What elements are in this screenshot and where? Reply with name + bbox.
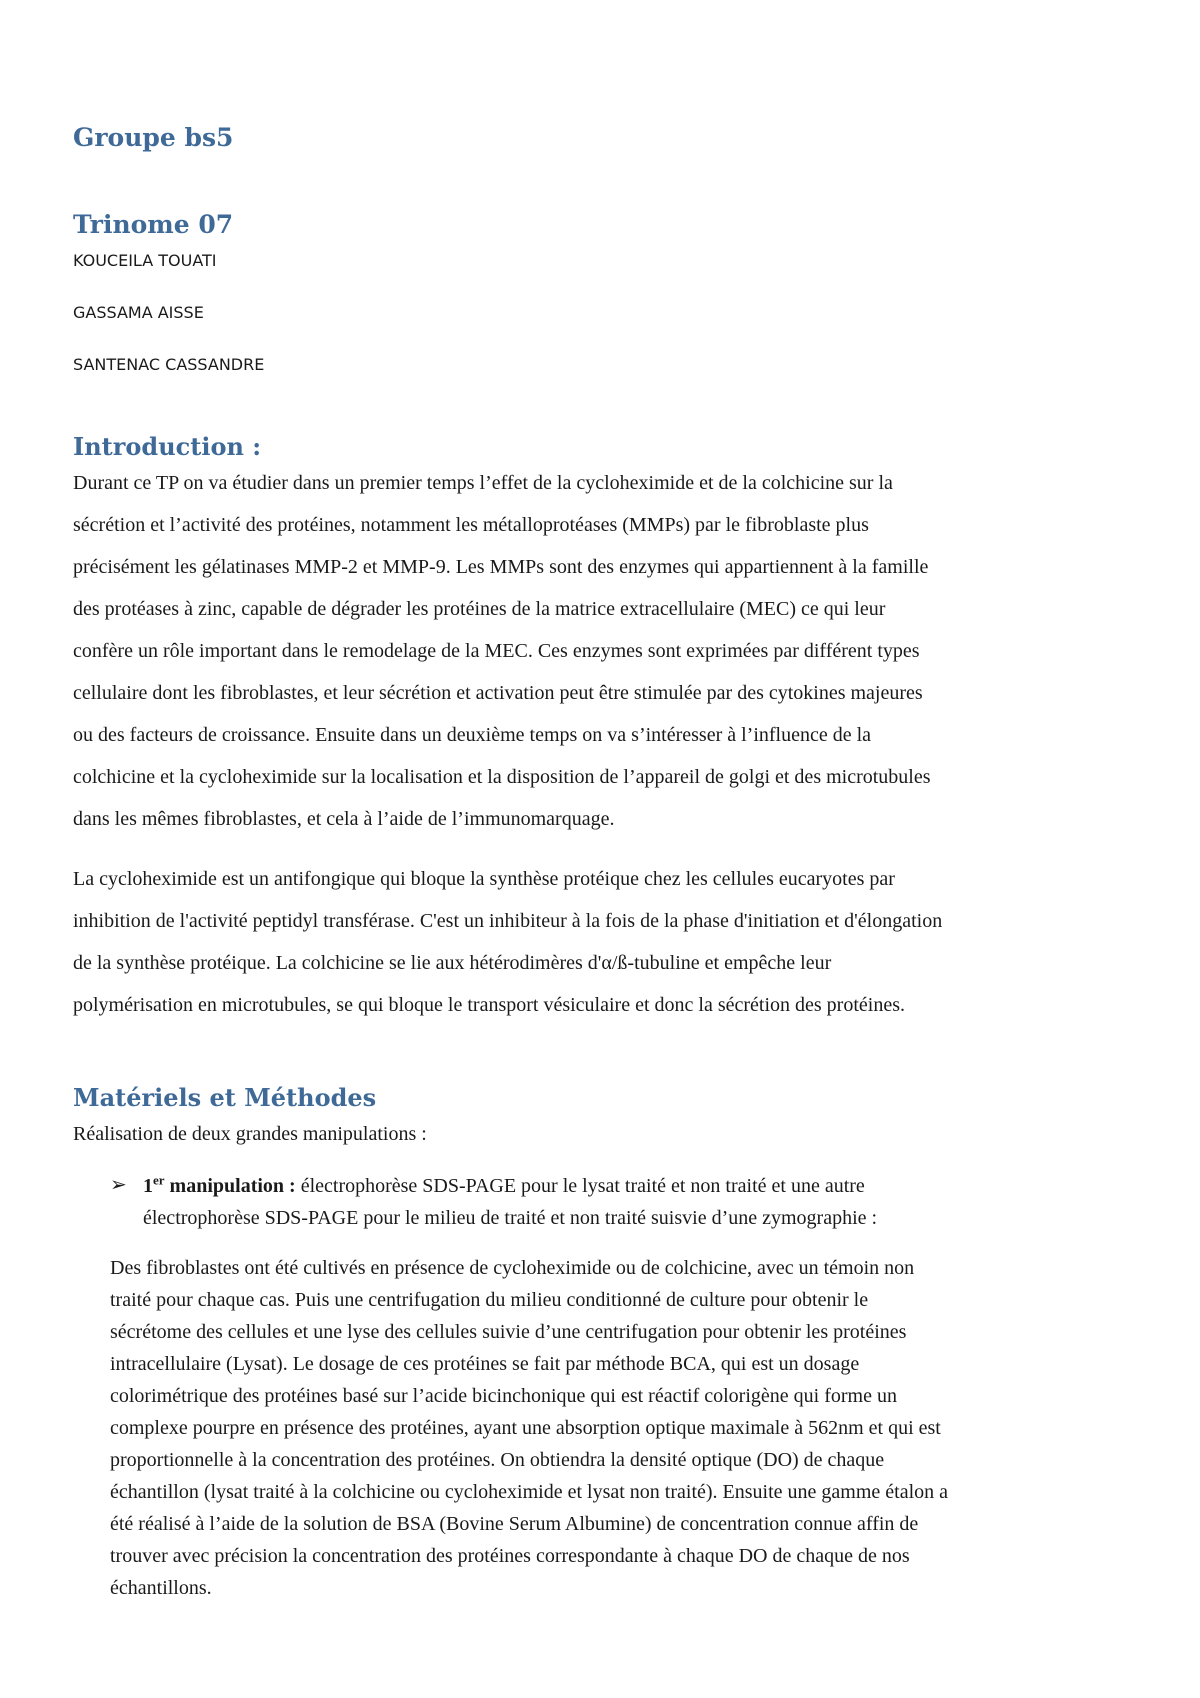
text-line: échantillon (lysat traité à la colchicine ou cycloheximide et lysat non traité). Ensuite une gamme étalon a [110, 1481, 949, 1503]
text-line: de la synthèse protéique. La colchicine se lie aux hétérodimères d'α/ß-tubuline et empêche leur [73, 952, 832, 974]
trinome-heading: Trinome 07 [73, 210, 234, 239]
text-line: colorimétrique des protéines basé sur l’acide bicinchonique qui est réactif colorigène qui forme un [110, 1385, 897, 1407]
text-line: polymérisation en microtubules, se qui bloque le transport vésiculaire et donc la sécrétion des protéines. [73, 994, 905, 1016]
text-line: dans les mêmes fibroblastes, et cela à l’aide de l’immunomarquage. [73, 808, 615, 830]
member-name: KOUCEILA TOUATI [73, 251, 217, 270]
group-heading: Groupe bs5 [73, 123, 234, 152]
text-line: colchicine et la cycloheximide sur la localisation et la disposition de l’appareil de golgi et des microtubules [73, 766, 931, 788]
introduction-heading: Introduction : [73, 432, 262, 461]
text-line: sécrétion et l’activité des protéines, notamment les métalloprotéases (MMPs) par le fibroblaste plus [73, 514, 869, 536]
materiels-heading: Matériels et Méthodes [73, 1083, 377, 1112]
member-name: SANTENAC CASSANDRE [73, 355, 265, 374]
bullet-label-superscript: er [153, 1172, 165, 1188]
text-line: échantillons. [110, 1577, 212, 1599]
materiels-subtitle: Réalisation de deux grandes manipulations : [73, 1123, 427, 1145]
member-name: GASSAMA AISSE [73, 303, 204, 322]
text-line: complexe pourpre en présence des protéines, ayant une absorption optique maximale à 562nm et qui est [110, 1417, 941, 1439]
bullet-label-number: 1 [143, 1175, 153, 1197]
text-line: La cycloheximide est un antifongique qui bloque la synthèse protéique chez les cellules eucaryotes par [73, 868, 895, 890]
text-line: proportionnelle à la concentration des protéines. On obtiendra la densité optique (DO) de chaque [110, 1449, 885, 1471]
arrow-bullet-icon: ➢ [110, 1172, 127, 1196]
bullet-line [143, 1172, 865, 1200]
text-line: intracellulaire (Lysat). Le dosage de ces protéines se fait par méthode BCA, qui est un dosage [110, 1353, 860, 1375]
text-line: confère un rôle important dans le remodelage de la MEC. Ces enzymes sont exprimées par différent types [73, 640, 920, 662]
text-line: traité pour chaque cas. Puis une centrifugation du milieu conditionné de culture pour obtenir le [110, 1289, 869, 1311]
text-line: été réalisé à l’aide de la solution de BSA (Bovine Serum Albumine) de concentration connue affin de [110, 1513, 919, 1535]
text-line: Durant ce TP on va étudier dans un premier temps l’effet de la cycloheximide et de la colchicine sur la [73, 472, 893, 494]
bullet-label: manipulation : [164, 1175, 296, 1197]
text-line: cellulaire dont les fibroblastes, et leur sécrétion et activation peut être stimulée par des cytokines majeures [73, 682, 923, 704]
text-line: des protéases à zinc, capable de dégrader les protéines de la matrice extracellulaire (MEC) ce qui leur [73, 598, 886, 620]
bullet-line: électrophorèse SDS-PAGE pour le milieu de traité et non traité suisvie d’une zymographie : [143, 1207, 878, 1229]
text-line: sécrétome des cellules et une lyse des cellules suivie d’une centrifugation pour obtenir les protéines [110, 1321, 907, 1343]
text-line: inhibition de l'activité peptidyl transférase. C'est un inhibiteur à la fois de la phase d'initiation et d'élongation [73, 910, 943, 932]
text-line: ou des facteurs de croissance. Ensuite dans un deuxième temps on va s’intéresser à l’influence de la [73, 724, 872, 746]
text-line: trouver avec précision la concentration des protéines correspondante à chaque DO de chaque de nos [110, 1545, 910, 1567]
text-line: Des fibroblastes ont été cultivés en présence de cycloheximide ou de colchicine, avec un témoin non [110, 1257, 915, 1279]
text-line: précisément les gélatinases MMP-2 et MMP-9. Les MMPs sont des enzymes qui appartiennent à la famille [73, 556, 929, 578]
bullet-text: électrophorèse SDS-PAGE pour le lysat traité et non traité et une autre [295, 1175, 865, 1197]
